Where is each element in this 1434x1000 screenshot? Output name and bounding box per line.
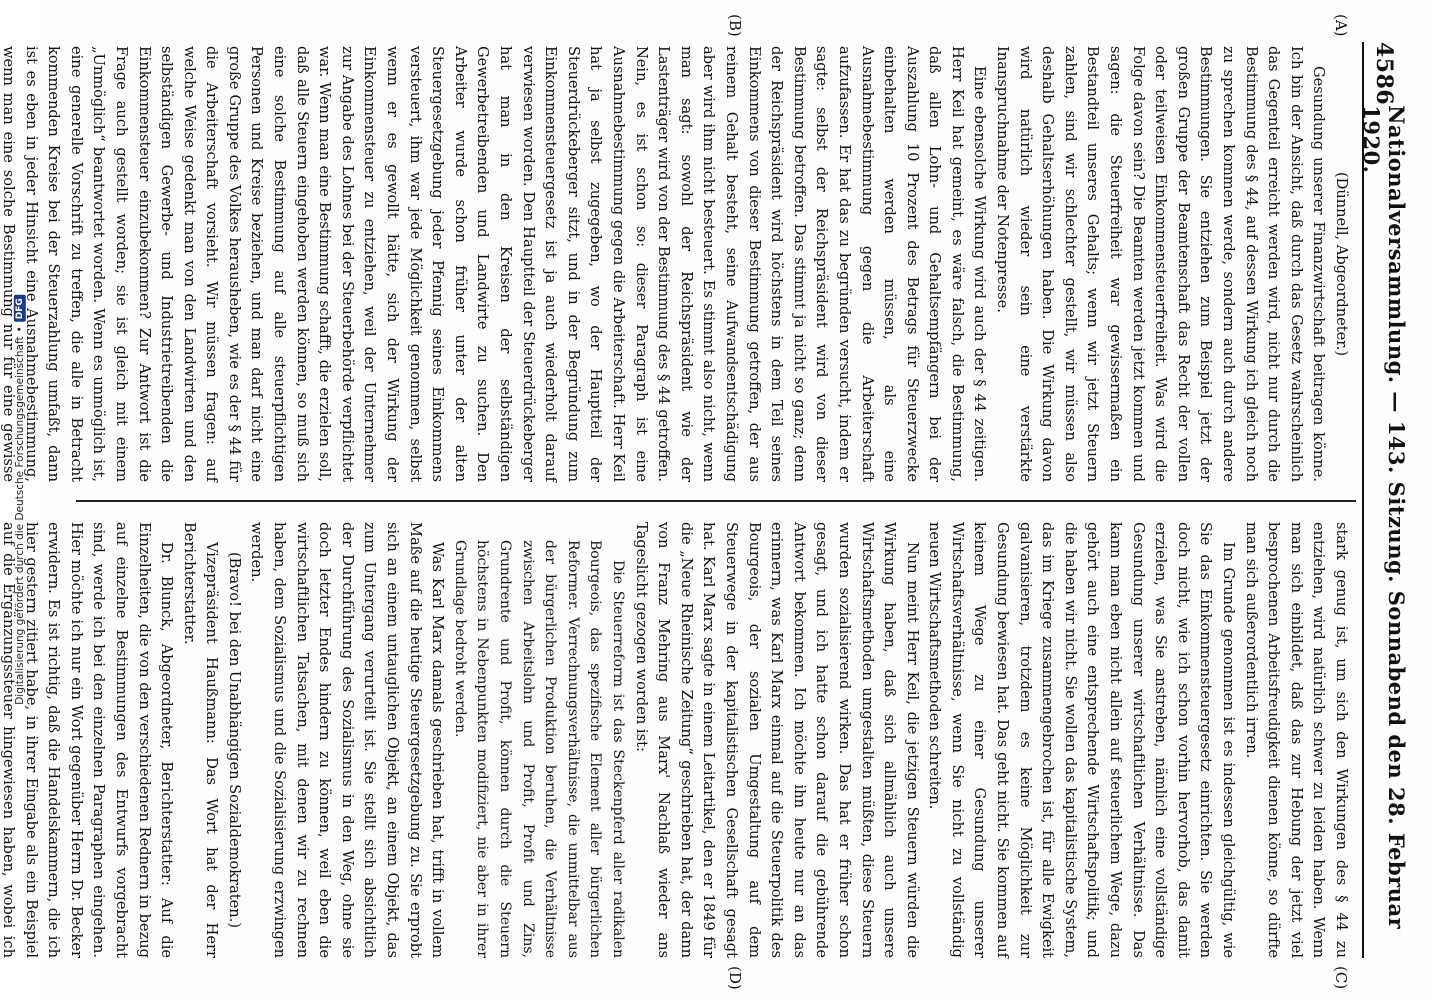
margin-mark-b: (B) [726, 14, 744, 37]
page-number: 4586 [1371, 42, 1397, 106]
column-divider [76, 500, 1356, 502]
paragraph: Eine ebensolche Wirkung wird auch der § 44 zeitigen. Herr Keil hat gemeint, es wäre falsch, die Bestimmung, daß allen Lohn- und Gehaltsempfängern bei der Auszahlung 10 Prozent des Betrags für Steuerzwecke einbehalten werden müssen, als eine Ausnahmebestimmung gegen die Arbeiterschaft aufzufassen. Er hat das zu begründen versucht, indem er sagte: selbst der Reichspräsident wird von dieser Bestimmung betroffen. Das stimmt ja nicht so ganz; denn der Reichspräsident wird höchstens in dem Teil seines Einkommens von dieser Bestimmung getroffen, der aus reinem Gehalt besteht, seine Aufwandsentschädigung aber wird ihm nicht besteuert. Es stimmt also nicht, wenn man sagt: sowohl der Reichspräsident wie der Lastenträger wird von der Bestimmung des § 44 getroffen. Nein, es ist schon so: dieser Paragraph ist eine Ausnahmebestimmung gegen die Arbeiterschaft. Herr Keil hat ja selbst zugegeben, wo der Hauptteil der Steuerdrückeberger sitzt, und in der Begründung zum Einkommensteuergesetz ist ja auch wiederholt darauf verwiesen worden. Den Hauptteil der Steuerdrückeberger hat man in den Kreisen der selbständigen Gewerbetreibenden und Landwirte zu suchen. Den Arbeiter wurde schon früher unter der alten Steuergesetzgebung jeder Pfennig seines Einkommens versteuert, ihm war jede Möglichkeit genommen, selbst wenn er es gewollt hätte, sich der Wirkung der Einkommensteuer zu entziehen, weil der Unternehmer zur Angabe des Lohnes bei der Steuerbehörde verpflichtet war. Wenn man eine Bestimmung schafft, die erzielen soll, daß alle Steuern eingehoben werden können, so muß sich eine solche Bestimmung auf alle steuerpflichtigen Personen und Kreise beziehen, und man darf nicht eine große Gruppe des Volkes herausheben, wie es der § 44 für die Arbeiterschaft vorsieht. Wir müssen fragen: auf welche Weise gedenkt man von den Landwirten und den selbständigen Gewerbe- und Industrietreibenden die Einkommensteuer einzubekommen? Zur Antwort ist die Frage auch gestellt worden; sie ist gleich mit einem „Unmöglich“ beantwortet worden. Wenn es unmöglich ist, eine generelle Vorschrift zu treffen, die alle in Betracht kommenden Kreise bei der Steuerzahlung umfaßt, dann ist es eben in jeder Hinsicht eine Ausnahmebestimmung, wenn man eine solche Bestimmung nur für eine gewisse [0, 46, 989, 482]
funding-note-text: Digitalisierung gefördert durch die Deutsche Forschungsgemeinschaft [14, 336, 27, 705]
margin-mark-a: (A) [1332, 14, 1350, 37]
right-column [0, 522, 1352, 958]
president-line: Vizepräsident Haußmann: Das Wort hat der Herr Berichterstatter. [180, 522, 221, 958]
applause-note: (Bravo! bei den Unabhängigen Sozialdemokraten.) [225, 551, 243, 929]
speaker-blunck: Dr. Blunck, Abgeordneter, Berichterstatter: Auf die Einzelheiten, die von den verschiedenen Rednern in bezug auf einzelne Bestimmungen des Entwurfs vorgebracht sind, werde ich bei den einzelnen Paragraphen eingehen. Hier möchte ich nur ein Wort gegenüber Herrn Dr. Becker erwidern. Es ist richtig, daß die Handelskammern, die ich hier gestern zitiert habe, in ihrer Eingabe als ein Beispiel auf die Ergänzungssteuer hingewiesen haben, wobei ich [0, 522, 176, 958]
paragraph: Nun meint Herr Keil, die jetzigen Steuern würden die Wirkung haben, daß sich allmählich auch unsere Wirtschaftsmethoden umgestalten müßten, diese Steuern wurden sozialisierend wirken. Das hat er früher schon gesagt, und ich hatte schon darauf die gebührende Antwort bekommen. Ich möchte ihn heute nur an das erinnern, was Karl Marx einmal auf die Steuerpolitik des Bourgeois, der sozialen Umgestaltung auf dem Steuerwege in der kapitalistischen Gesellschaft gesagt hat. Karl Marx sagte in einem Leitartikel, den er 1849 für die „Neue Rheinische Zeitung“ geschrieben hat, der dann von Franz Mehring aus Marx' Nachlaß wieder ans Tageslicht gezogen worden ist: [632, 522, 921, 958]
page-header [1359, 42, 1409, 958]
paragraph: stark genug ist, um sich den Wirkungen des § 44 zu entziehen, wird natürlich schwer zu leiden haben. Wenn man sich einbildet, daß das zur Hebung der jetzt viel besprochenen Arbeitsfreudigkeit dienen könne, so dürfte man sich außerordentlich irren. [1242, 522, 1350, 958]
marx-quote: Die Steuerreform ist das Steckenpferd aller radikalen Bourgeois, das spezifische Element aller bürgerlichen Reformer. Verrechnungsverhältnisse, die unmittelbar aus der bürgerlichen Produktion beruhen, die Verhältnisse zwischen Arbeitslohn und Profit, Profit und Zins, Grundrente und Profit, können durch die Steuern höchstens in Nebenpunkten modifiziert, nie aber in ihrer Grundlage bedroht werden. [451, 540, 626, 958]
margin-mark-c: (C) [1332, 966, 1350, 990]
paragraph: Was Karl Marx damals geschrieben hat, trifft in vollem Maße auf die heutige Steuergesetzgebung zu. Sie erprobt sich an einem untauglichen Objekt, an einem Objekt, das zum Untergang verurteilt ist. Sie stellt sich absichtlich der Durchführung des Sozialismus in den Weg, ohne sie doch letzter Endes hindern zu können, weil eben die wirtschaftlichen Tatsachen, mit denen wir zu rechnen haben, dem Sozialismus und die Sozialisierung erzwingen werden. [248, 522, 447, 958]
speaker-line: (Dünnell, Abgeordneter.) [1333, 171, 1350, 357]
dfg-logo: DFG [14, 295, 26, 322]
paragraph: Gesundung unserer Finanzwirtschaft beitragen könne. Ich bin der Ansicht, daß durch das Gesetz wahrscheinlich das Gegenteil erreicht werden wird, nicht nur durch die Bestimmung des § 44, auf dessen Wirkung ich gleich noch zu sprechen kommen werde, sondern auch durch andere Bestimmungen. Sie entziehen zum Beispiel jetzt der großen Gruppe der Beamtenschaft das Recht der vollen oder teilweisen Einkommensteuerfreiheit. Was wird die Folge davon sein? Die Beamten werden jetzt kommen und sagen: die Steuerfreiheit war gewissermaßen ein Bestandteil unseres Gehalts; wenn wir jetzt Steuern zahlen, sind wir schlechter gestellt, wir müssen also deshalb Gehaltserhöhungen haben. Die Wirkung davon wird natürlich wieder sein eine verstärkte Inanspruchnahme der Notenpresse. [994, 46, 1328, 482]
paragraph: Im Grunde genommen ist es indessen gleichgültig, wie Sie das Einkommensteuergesetz einrichten. Sie werden doch nicht, wie ich schon vorhin hervorhob, das damit erzielen, was Sie anstreben, nämlich eine vollständige Gesundung unserer wirtschaftlichen Verhältnisse. Das kann man eben nicht allein auf steuerlichem Wege, dazu gehört auch eine entsprechende Wirtschaftspolitik; und die haben wir nicht. Sie wollen das kapitalistische System, das im Kriege zusammengebrochen ist, für alle Ewigkeit galvanisieren, trotzdem es keine Möglichkeit zur Gesundung bewiesen hat. Das geht nicht. Sie kommen auf keinem Wege zu einer Gesundung unserer Wirtschaftsverhältnisse, wenn Sie nicht zu vollständig neuen Wirtschaftsmethoden schreiten. [926, 522, 1238, 958]
page-title: Nationalversammlung. — 143. Sitzung. Sonnabend den 28. Februar 1920. [1359, 105, 1409, 930]
funding-note: Digitalisierung gefördert durch die Deutsche Forschungsgemeinschaft • DFG [0, 0, 40, 1000]
margin-mark-d: (D) [726, 966, 744, 990]
